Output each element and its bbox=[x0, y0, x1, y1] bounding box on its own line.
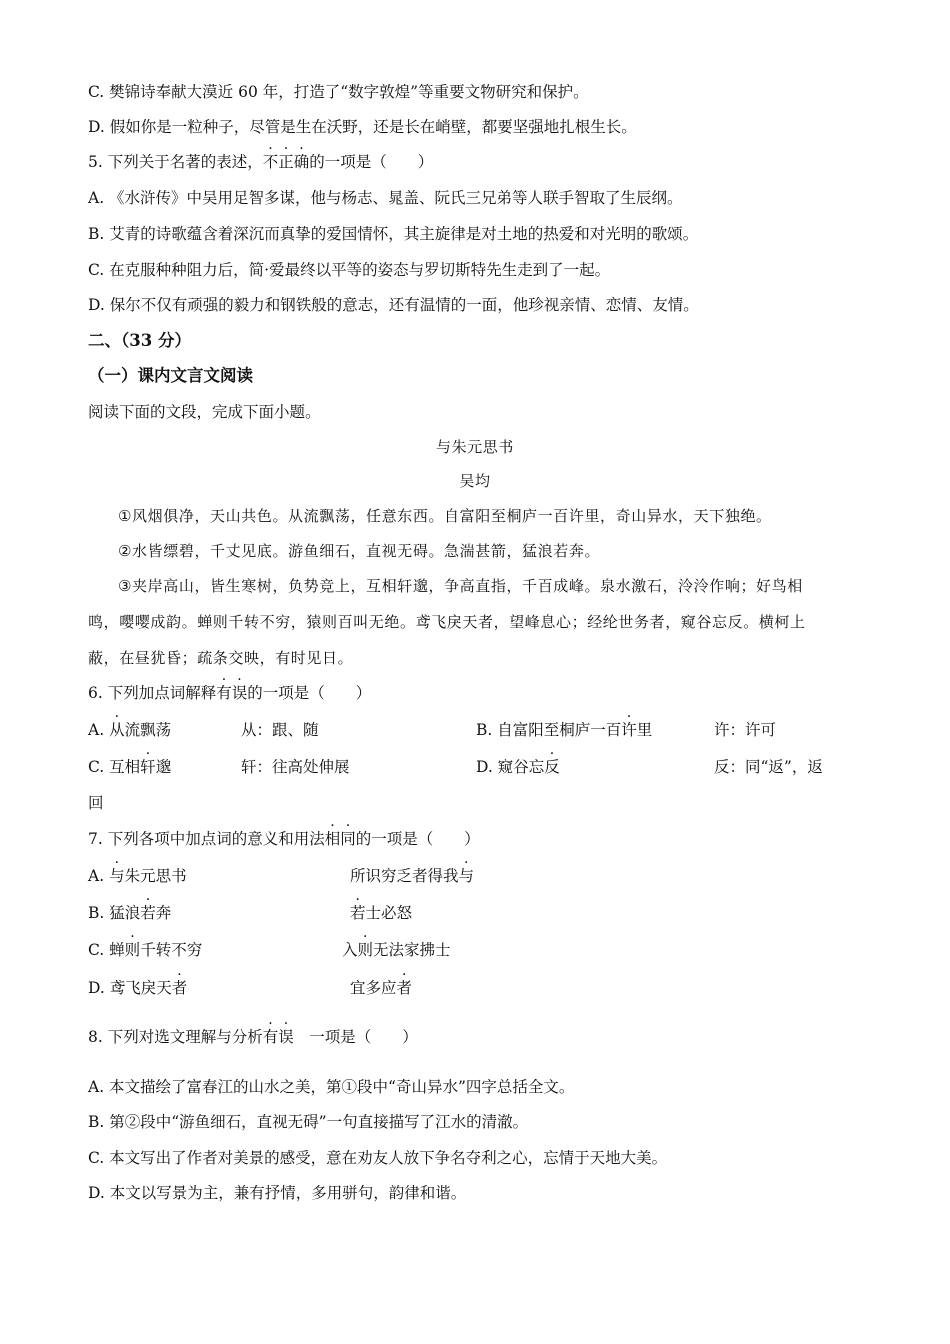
q7-c-right-prefix: 入 bbox=[342, 941, 358, 959]
q7-option-c-right bbox=[342, 938, 451, 962]
q8-option-c: C. 本文写出了作者对美景的感受，意在劝友人放下争名夺利之心，忘情于天地大美。 bbox=[88, 1149, 668, 1167]
q8-stem-tail: 一项是（ ） bbox=[293, 1028, 418, 1046]
passage-paragraph-3-line-1: ③夹岸高山，皆生寒树，负势竞上，互相轩邈，争高直指，千百成峰。泉水激石，泠泠作响；好鸟相 bbox=[118, 577, 803, 595]
passage-paragraph-3-line-3: 蔽，在昼犹昏；疏条交映，有时见日。 bbox=[88, 649, 354, 667]
q4-option-d: D. 假如你是一粒种子，尽管是生在沃野，还是长在峭壁，都要坚强地扎根生长。 bbox=[88, 118, 637, 136]
q6-a-suffix: 流飘荡 bbox=[124, 721, 172, 739]
passage-paragraph-2: ②水皆缥碧，千丈见底。游鱼细石，直视无碍。急湍甚箭，猛浪若奔。 bbox=[118, 542, 601, 560]
q7-option-b-right bbox=[350, 901, 412, 925]
q4-option-c: C. 樊锦诗奉献大漠近 60 年，打造了“数字敦煌”等重要文物研究和保护。 bbox=[88, 83, 589, 101]
passage-author: 吴均 bbox=[459, 472, 491, 490]
q6-option-d bbox=[476, 755, 560, 779]
q6-stem-tail: 的一项是（ ） bbox=[247, 684, 372, 702]
q7-c-left-suffix: 千转不穷 bbox=[140, 941, 203, 959]
q7-stem bbox=[88, 827, 480, 851]
q7-a-right-prefix: 所识穷乏者得我 bbox=[350, 867, 459, 885]
q6-option-d-explanation-cont: 回 bbox=[88, 794, 104, 812]
reading-instruction: 阅读下面的文段，完成下面小题。 bbox=[88, 403, 321, 421]
q6-option-d-explanation: 反：同“返”，返 bbox=[714, 758, 823, 776]
q6-b-suffix: 里 bbox=[636, 721, 653, 739]
q7-c-left-prefix: C. 蝉 bbox=[88, 941, 125, 959]
passage-title: 与朱元思书 bbox=[435, 438, 514, 456]
q5-option-c: C. 在克服种种阻力后，简·爱最终以平等的姿态与罗切斯特先生走到了一起。 bbox=[88, 261, 611, 279]
q7-d-right-dotted: 者 bbox=[396, 979, 413, 997]
subsection-heading: （一）课内文言文阅读 bbox=[88, 366, 253, 385]
q6-stem-text: 6. 下列加点词解释 bbox=[88, 684, 217, 702]
q7-d-left-prefix: D. 鸢飞戾天 bbox=[88, 979, 172, 997]
q7-option-d-right bbox=[350, 976, 412, 1000]
q7-b-right-suffix: 士必怒 bbox=[365, 904, 413, 922]
q7-d-right-prefix: 宜多应 bbox=[350, 979, 397, 997]
q6-option-b bbox=[476, 718, 652, 742]
q8-emphasis bbox=[263, 1028, 294, 1046]
q5-option-b: B. 艾青的诗歌蕴含着深沉而真挚的爱国情怀，其主旋律是对土地的热爱和对光明的歌颂。 bbox=[88, 225, 699, 243]
q6-option-a bbox=[88, 718, 171, 742]
emphasis-char: 正 bbox=[278, 153, 294, 171]
q6-d-dotted: 反 bbox=[544, 758, 560, 776]
q7-d-left-dotted: 者 bbox=[171, 979, 188, 997]
q8-option-b: B. 第②段中“游鱼细石，直视无碍”一句直接描写了江水的清澈。 bbox=[88, 1113, 529, 1131]
q6-option-b-explanation: 许：许可 bbox=[714, 721, 777, 739]
emphasis-char: 不 bbox=[262, 153, 279, 171]
passage-paragraph-3-line-2: 鸣，嘤嘤成韵。蝉则千转不穷，猿则百叫无绝。鸢飞戾天者，望峰息心；经纶世务者，窥谷忘反。横柯上 bbox=[88, 613, 806, 631]
q7-c-left-dotted: 则 bbox=[124, 941, 141, 959]
q7-a-left-suffix: 朱元思书 bbox=[124, 867, 187, 885]
q6-b-prefix: B. 自富阳至桐庐一百 bbox=[476, 721, 622, 739]
q6-d-prefix: D. 窥谷忘 bbox=[476, 758, 545, 776]
q7-option-a-left bbox=[88, 864, 187, 888]
emphasis-char: 相 bbox=[324, 830, 341, 848]
q7-b-left-prefix: B. 猛浪 bbox=[88, 904, 141, 922]
q6-stem bbox=[88, 681, 371, 705]
q6-option-c bbox=[88, 755, 171, 779]
emphasis-char: 确 bbox=[293, 153, 310, 171]
emphasis-char: 误 bbox=[231, 684, 248, 702]
q5-option-d: D. 保尔不仅有顽强的毅力和钢铁般的意志，还有温情的一面，他珍视亲情、恋情、友情。 bbox=[88, 296, 699, 314]
q6-option-c-explanation: 轩：往高处伸展 bbox=[241, 758, 350, 776]
q7-stem-text: 7. 下列各项中加点词的意义和用法 bbox=[88, 830, 325, 848]
q5-stem-tail: 的一项是（ ） bbox=[309, 153, 434, 171]
q7-stem-tail: 的一项是（ ） bbox=[355, 830, 480, 848]
q7-option-c-left bbox=[88, 938, 202, 962]
q5-option-a: A. 《水浒传》中吴用足智多谋，他与杨志、晁盖、阮氏三兄弟等人联手智取了生辰纲。 bbox=[88, 189, 683, 207]
q6-c-suffix: 邈 bbox=[155, 758, 172, 776]
q8-stem-text: 8. 下列对选文理解与分析 bbox=[88, 1028, 263, 1046]
q6-c-dotted: 轩 bbox=[140, 758, 156, 776]
q8-stem bbox=[88, 1025, 418, 1049]
q7-b-left-dotted: 若 bbox=[140, 904, 156, 922]
q7-option-d-left bbox=[88, 976, 187, 1000]
q8-option-a: A. 本文描绘了富春江的山水之美，第①段中“奇山异水”四字总括全文。 bbox=[88, 1078, 575, 1096]
q5-stem bbox=[88, 150, 433, 174]
q7-c-right-suffix: 无法家拂士 bbox=[373, 941, 451, 959]
q7-a-left-dotted: 与 bbox=[109, 867, 125, 885]
passage-paragraph-1: ①风烟俱净，天山共色。从流飘荡，任意东西。自富阳至桐庐一百许里，奇山异水，天下独绝。 bbox=[118, 507, 772, 525]
emphasis-char: 同 bbox=[340, 830, 356, 848]
q7-option-a-right bbox=[350, 864, 474, 888]
q6-c-prefix: C. 互相 bbox=[88, 758, 141, 776]
q7-emphasis bbox=[325, 830, 356, 848]
emphasis-char: 误 bbox=[278, 1028, 294, 1046]
q6-b-dotted: 许 bbox=[621, 721, 637, 739]
q8-option-d: D. 本文以写景为主，兼有抒情，多用骈句，韵律和谐。 bbox=[88, 1184, 467, 1202]
q7-c-right-dotted: 则 bbox=[357, 941, 374, 959]
q5-emphasis bbox=[263, 153, 310, 171]
emphasis-char: 有 bbox=[262, 1028, 279, 1046]
q6-option-a-explanation: 从：跟、随 bbox=[241, 721, 319, 739]
q7-a-right-dotted: 与 bbox=[458, 867, 475, 885]
q6-a-dotted: 从 bbox=[109, 721, 125, 739]
section-heading: 二、（33 分） bbox=[88, 331, 191, 350]
emphasis-char: 有 bbox=[216, 684, 232, 702]
q6-emphasis bbox=[216, 684, 247, 702]
q6-a-prefix: A. bbox=[88, 721, 110, 739]
q7-a-left-prefix: A. bbox=[88, 867, 110, 885]
q7-b-right-dotted: 若 bbox=[350, 904, 366, 922]
q7-b-left-suffix: 奔 bbox=[155, 904, 172, 922]
q7-option-b-left bbox=[88, 901, 171, 925]
q5-stem-text: 5. 下列关于名著的表述， bbox=[88, 153, 263, 171]
